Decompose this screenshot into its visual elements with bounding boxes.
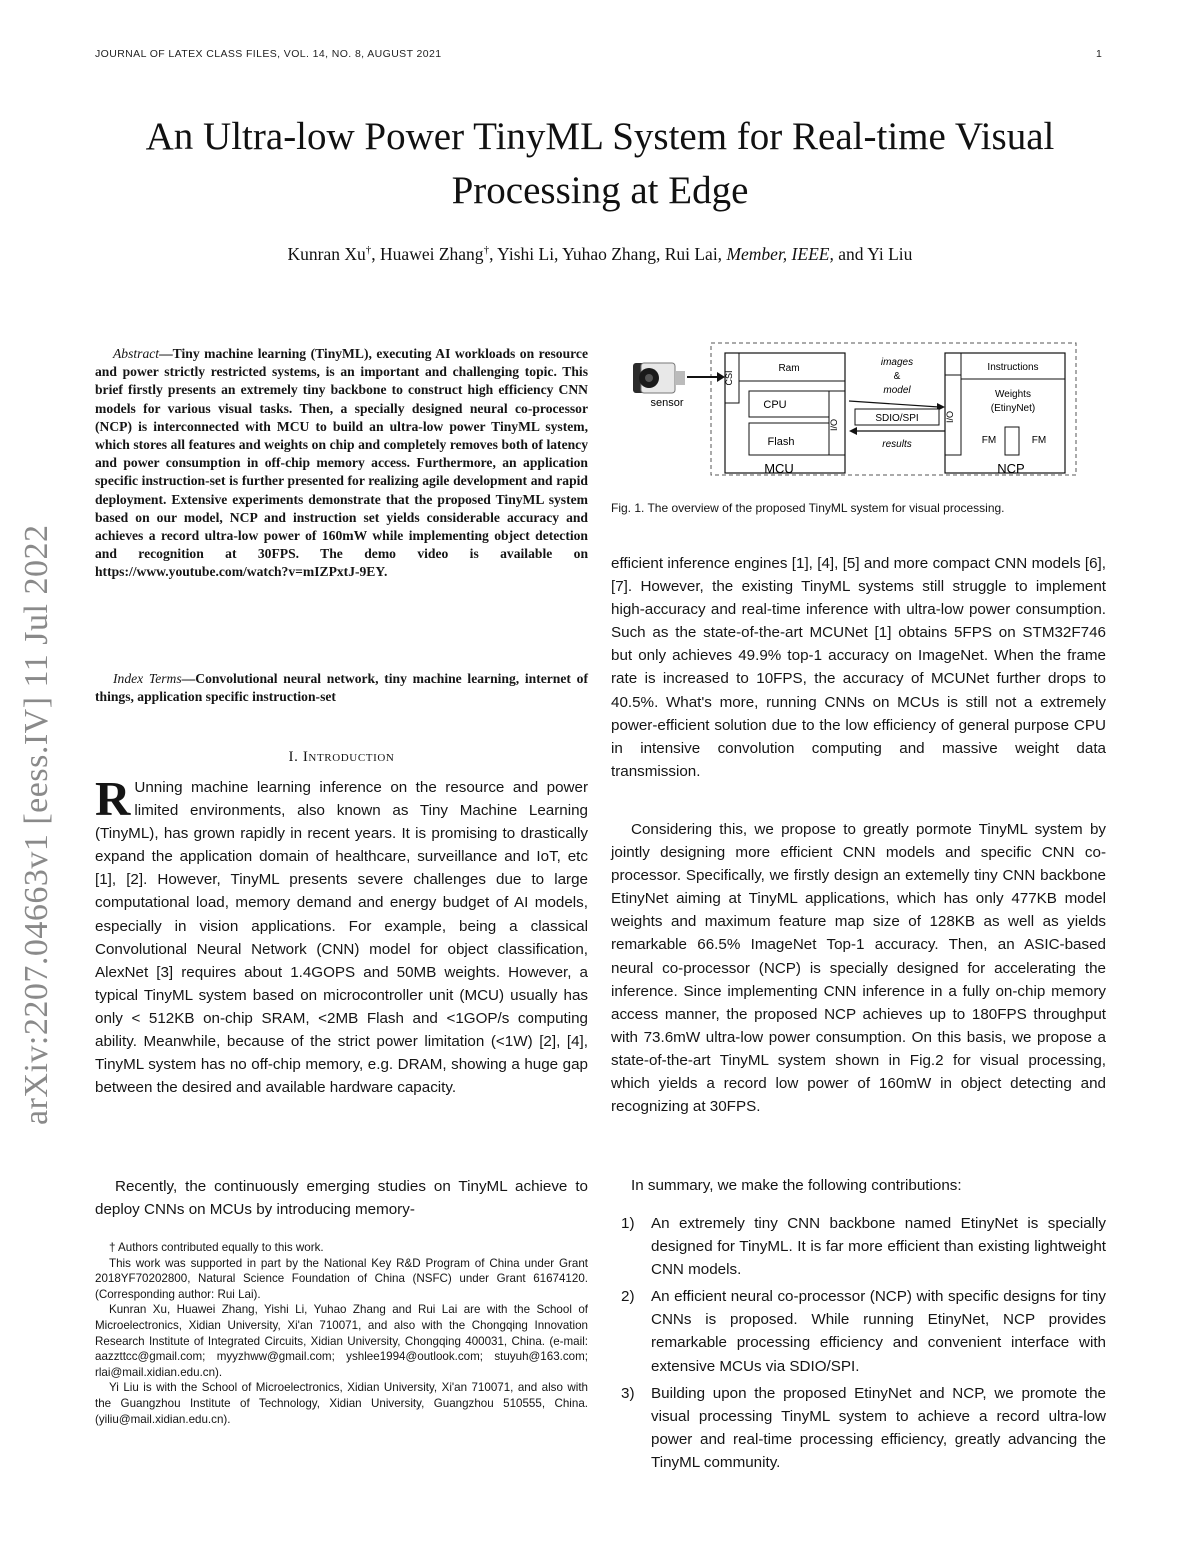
ncp-label: NCP [997,461,1025,476]
running-head: JOURNAL OF LATEX CLASS FILES, VOL. 14, NO. 8, AUGUST 2021 [95,48,442,60]
instructions-label: Instructions [987,362,1039,373]
system-overview-figure [611,335,1106,485]
page-number: 1 [1096,48,1102,60]
author-last: and Yi Liu [838,244,913,264]
weights-label: Weights [995,389,1031,400]
index-terms-lead: Index Terms [113,671,182,686]
fm-left-label: FM [981,435,997,446]
sensor-label: sensor [650,397,684,409]
list-number: 1) [621,1215,635,1232]
flash-label: Flash [767,436,795,448]
paper-title: An Ultra-low Power TinyML System for Real-time Visual Processing at Edge [145,115,1055,212]
list-number: 2) [621,1288,635,1306]
model-label: model [883,385,911,396]
images-label: images [880,357,914,368]
footnote: Yi Liu is with the School of Microelectronics, Xidian University, Xi'an 710071, and also with the Guangzhou Institute of Technology, Xidian University, Guangzhou 510555, China. (yiliu@mail.xidian.edu.cn). [95,1381,588,1426]
drop-cap: R [95,771,131,826]
dagger-mark: † [365,244,372,257]
amp-label: & [893,371,901,382]
author-rest: Yishi Li, Yuhao Zhang, Rui Lai, [497,244,723,264]
footnote: This work was supported in part by the National Key R&D Program of China under Grant 2018YF70202800, Natural Science Foundation of China (NSFC) under Grant 61674120. (Corresponding author: Rui Lai). [95,1256,588,1301]
fm-right-label: FM [1031,435,1047,446]
membership: Member, IEEE, [726,244,834,264]
intro-paragraph-1 [95,771,588,1099]
mcu-label: MCU [764,461,794,476]
list-item [611,1285,1106,1377]
list-item [611,1382,1106,1474]
io-left-label: I/O [829,418,839,432]
sdio-label: SDIO/SPI [875,413,919,424]
to-ncp-arrow [849,401,939,407]
index-terms-text: —Convolutional neural network, tiny machine learning, internet of things, application specific instruction-set [95,671,588,705]
cpu-block [749,391,829,417]
list-number: 3) [621,1384,635,1402]
author-2: Huawei Zhang [380,244,484,264]
intro-paragraph-2: Recently, the continuously emerging studies on TinyML achieve to deploy CNNs on MCUs by introducing memory- [95,1178,588,1219]
right-paragraph-3: In summary, we make the following contributions: [631,1177,962,1194]
abstract-lead: Abstract [113,346,160,361]
results-label: results [882,439,912,450]
right-paragraph-1: efficient inference engines [1], [4], [5] and more compact CNN models [6], [7]. However, the existing TinyML systems still struggle to implement high-accuracy and real-time inference with ultra-low power consumption. Such as the state-of-the-art MCUNet [1] obtains 5FPS on STM32F746 but only achieves 49.9% top-1 accuracy on ImageNet. When the frame rate is increased to 10FPS, the accuracy of MCUNet further drops to 40.5%. What's more, running CNNs on MCUs is still not a extremely power-efficient solution due to the low efficiency of general purpose CPU in intensive convolution computing and massive weight data transmission. [611,555,1106,780]
section-title: Introduction [302,749,395,765]
abstract [95,345,588,582]
list-item [611,1212,1106,1281]
dagger-mark: † [483,244,490,257]
cpu-label: CPU [763,399,787,411]
csi-label: CSI [724,370,734,386]
ram-label: Ram [778,363,800,374]
intro-text-1: Unning machine learning inference on the resource and power limited environments, also known as Tiny Machine Learning (TinyML), has grown rapidly in recent years. It is promising to drastically expand the application domain of healthcare, surveillance and IoT, etc [1], [2]. However, TinyML presents severe challenges due to large computational load, memory demand and energy budget of AI models, especially in vision applications. For example, being a classical Convolutional Neural Network (CNN) model for object classification, AlexNet [3] requires about 1.4GOPS and 50MB weights. However, a typical TinyML system based on microcontroller unit (MCU) usually has only < 512KB on-chip SRAM, <2MB Flash and <1GOP/s computing ability. Meanwhile, because of the strict power limitation (<1W) [2], [4], TinyML system has no off-chip memory, e.g. DRAM, showing a huge gap between the desired and available hardware capacity. [95,779,588,1097]
author-1: Kunran Xu [287,244,366,264]
arxiv-stamp: arXiv:2207.04663v1 [eess.IV] 11 Jul 2022 [18,524,55,1125]
footnote: † Authors contributed equally to this work. [109,1241,324,1254]
index-terms [95,670,588,706]
contributions-list [611,1212,1106,1478]
section-number: I. [288,749,299,765]
list-text: An extremely tiny CNN backbone named EtinyNet is specially designed for TinyML. It is far more efficient than existing lightweight CNN models. [651,1215,1106,1279]
author-list: Kunran Xu†, Huawei Zhang†, Yishi Li, Yuhao Zhang, Rui Lai, Member, IEEE, and Yi Liu [287,244,913,264]
io-right-label: I/O [945,410,955,424]
list-text: Building upon the proposed EtinyNet and NCP, we promote the visual processing TinyML system to achieve a record ultra-low power and real-time processing efficiency, greatly advancing the TinyML community. [651,1384,1106,1471]
abstract-text: —Tiny machine learning (TinyML), executing AI workloads on resource and power strictly restricted systems, is an important and challenging topic. This brief firstly presents an extremely tiny backbone to construct high efficiency CNN models for various visual tasks. Then, a specially designed neural co-processor (NCP) is interconnected with MCU to build an ultra-low power TinyML system, which stores all features and weights on chip and completely removes both of latency and power consumption in off-chip memory access. Furthermore, an application specific instruction-set is further presented for realizing agile development and rapid deployment. Extensive experiments demonstrate that the proposed TinyML system based on our model, NCP and instruction set yields considerable accuracy and achieves a record ultra-low power of 160mW while implementing object detection and recognition at 30FPS. The demo video is available on https://www.youtube.com/watch?v=mIZPxtJ-9EY. [95,346,588,580]
camera-icon [633,363,685,393]
footnotes [95,1240,588,1427]
section-heading [95,749,588,766]
figure-caption: Fig. 1. The overview of the proposed TinyML system for visual processing. [611,501,1005,515]
footnote: Kunran Xu, Huawei Zhang, Yishi Li, Yuhao Zhang and Rui Lai are with the School of Microelectronics, Xidian University, Xi'an 710071, and also with the Chongqing Innovation Research Institute of Integrated Circuits, Xidian University, Chongqing 400031, China. (e-mail: aazzttcc@gmail.com; myyzhww@gmail.com; yshlee1994@outlook.com; stuyuh@163.com; rlai@mail.xidian.edu.cn). [95,1303,588,1379]
etinynet-label: (EtinyNet) [990,403,1036,414]
right-paragraph-2: Considering this, we propose to greatly pormote TinyML system by jointly designing more efficient CNN models and specific CNN co-processor. Specifically, we firstly design an extemelly tiny CNN backbone EtinyNet aiming at TinyML applications, which has only 477KB model weights and maximum feature map size of 128KB as well as yields remarkable 66.5% ImageNet Top-1 accuracy. Then, an ASIC-based neural co-processor (NCP) is specially designed for accelerating the inference. Since implementing CNN inference in a fully on-chip memory access manner, the proposed NCP achieves up to 180FPS throughput with 73.6mW ultra-low power consumption. On this basis, we propose a state-of-the-art TinyML system shown in Fig.2 for visual processing, which yields a record low power of 160mW in object detecting and recognizing at 30FPS. [611,821,1106,1116]
fm-swap-icon [1005,427,1019,455]
list-text: An efficient neural co-processor (NCP) with specific designs for tiny CNNs is proposed. While running EtinyNet, NCP provides remarkable processing efficiency and convenient interface with extensive MCUs via SDIO/SPI. [651,1288,1106,1375]
